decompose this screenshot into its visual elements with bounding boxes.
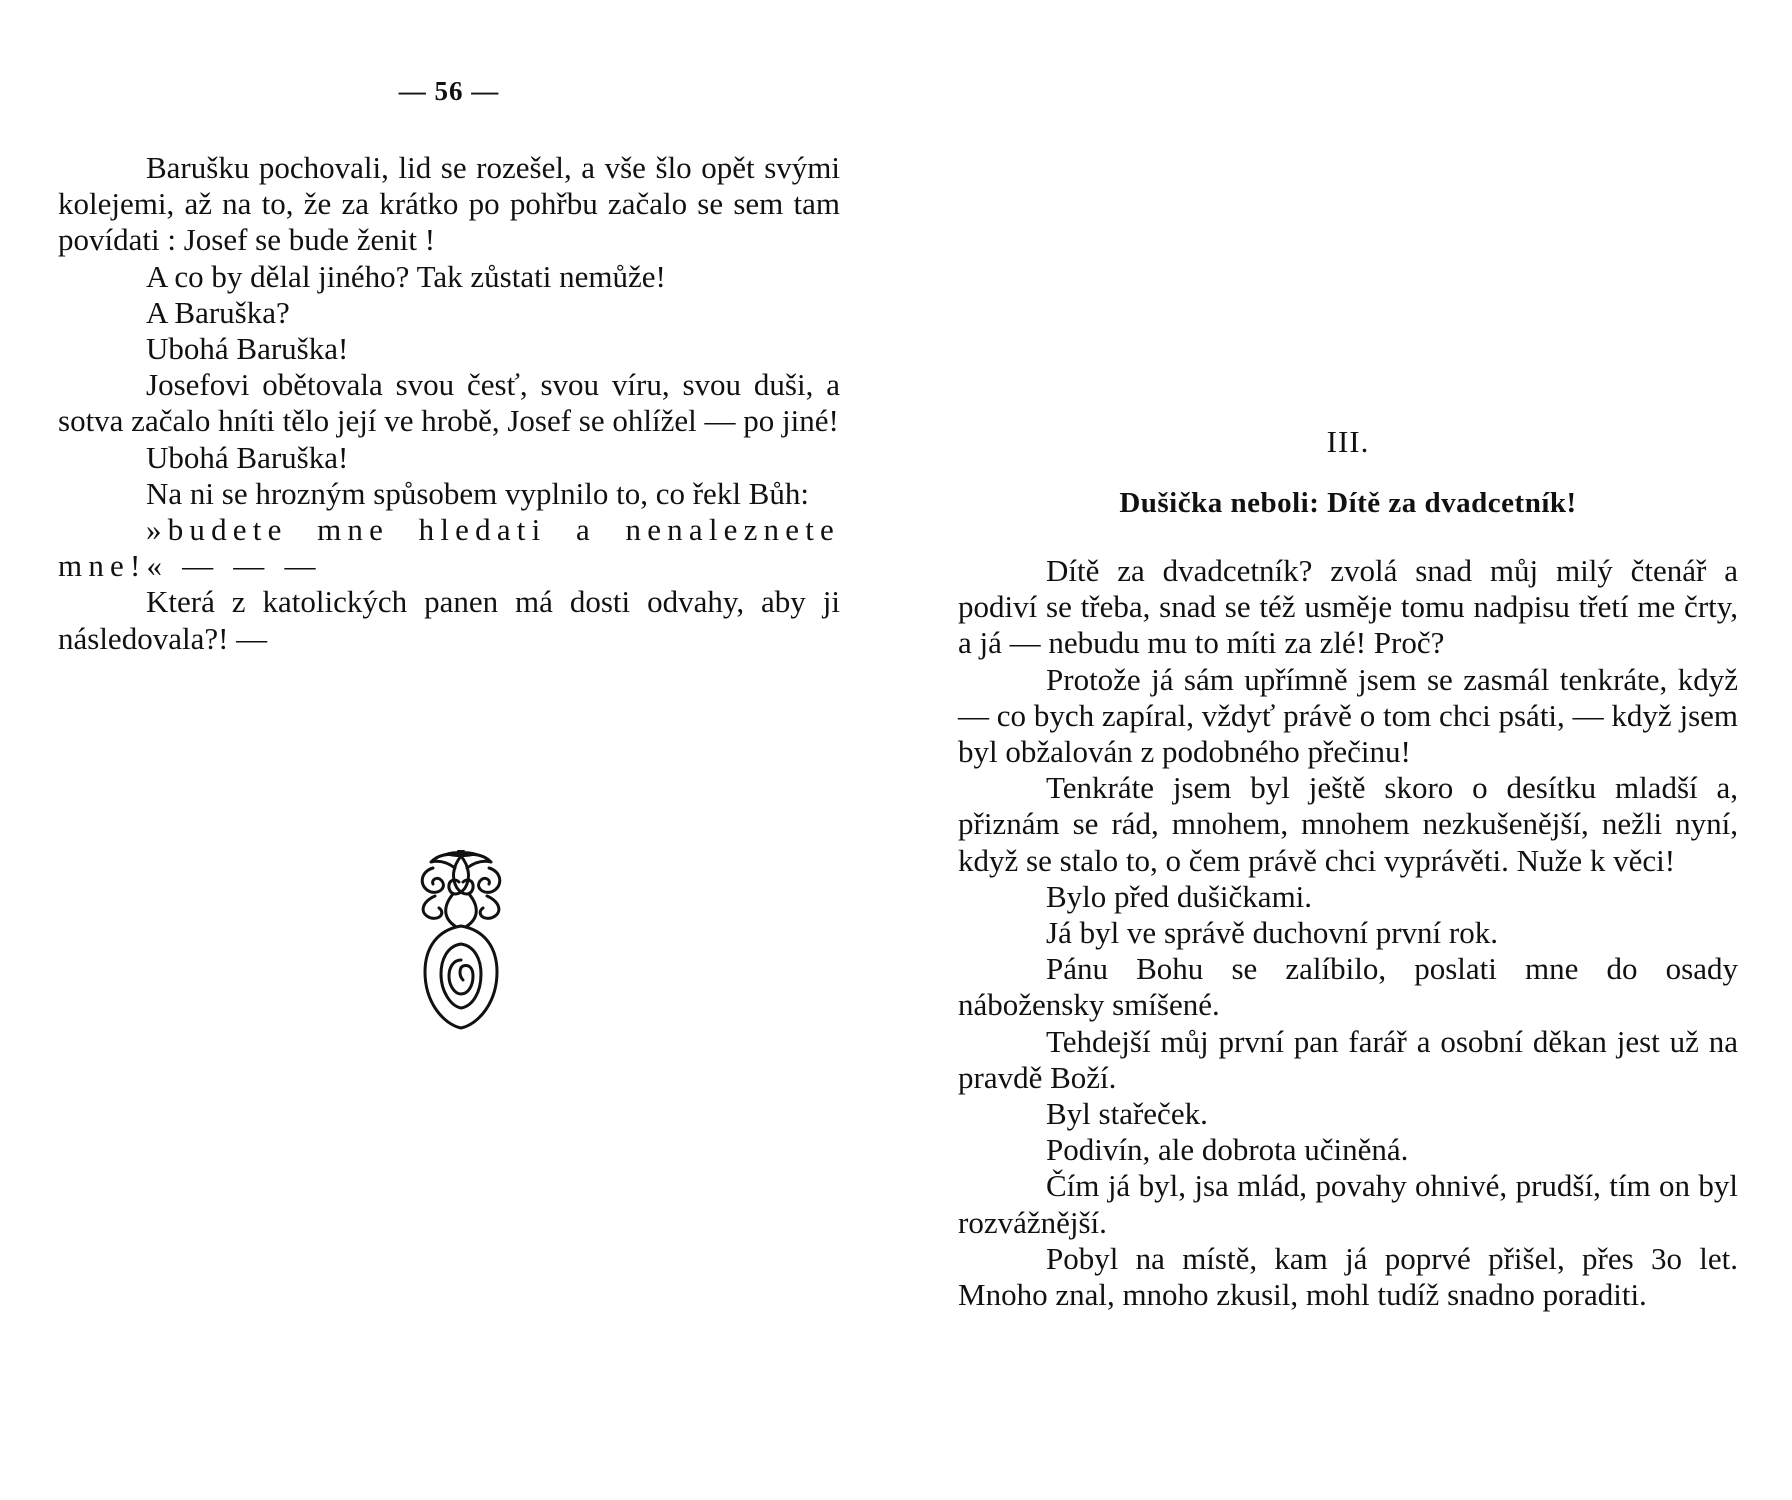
paragraph: Dítě za dvadcetník? zvolá snad můj milý čtenář a podiví se třeba, snad se též usměje tomu nadpisu třetí me črty, a já — nebudu mu to míti za zlé! Proč? (958, 553, 1738, 661)
paragraph: Pobyl na místě, kam já poprvé přišel, přes 3o let. Mnoho znal, mnoho zkusil, mohl tudíž snadno poraditi. (958, 1240, 1738, 1313)
paragraph: A co by dělal jiného? Tak zůstati nemůže! (146, 258, 666, 294)
paragraph: Barušku pochovali, lid se rozešel, a vše šlo opět svými kolejemi, až na to, že za krátko po pohřbu začalo se sem tam povídati : Josef se bude ženit ! (58, 150, 840, 258)
floral-tailpiece-ornament-icon (413, 848, 509, 1038)
paragraph: Byl stařeček. (1046, 1096, 1208, 1132)
paragraph: Ubohá Baruška! (146, 439, 349, 475)
chapter-number: III. (1326, 424, 1370, 459)
chapter-title: Dušička neboli: Dítě za dvadcetník! (1119, 487, 1577, 519)
paragraph: Josefovi obětovala svou česť, svou víru, svou duši, a sotva začalo hníti tělo její ve hrobě, Josef se ohlížel — po jiné! (58, 367, 840, 439)
paragraph: Která z katolických panen má dosti odvahy, aby ji následovala?! — (58, 584, 840, 656)
left-page-text (58, 150, 840, 657)
paragraph: Já byl ve správě duchovní první rok. (1046, 915, 1498, 951)
paragraph: Čím já byl, jsa mlád, povahy ohnivé, prudší, tím on byl rozvážnější. (958, 1168, 1738, 1240)
paragraph: Protože já sám upřímně jsem se zasmál tenkráte, když — co bych zapíral, vždyť právě o tom chci psáti, — když jsem byl obžalován z podobného přečinu! (958, 661, 1738, 770)
page-number: — 56 — (398, 76, 500, 106)
paragraph: Tehdejší můj první pan farář a osobní děkan jest už na pravdě Boží. (958, 1023, 1738, 1095)
paragraph: Podivín, ale dobrota učiněná. (1046, 1132, 1409, 1168)
paragraph: Tenkráte jsem byl ještě skoro o desítku mladší a, přiznám se rád, mnohem, mnohem nezkušenější, nežli nyní, když se stalo to, o čem právě chci vyprávěti. Nuže k věci! (958, 770, 1738, 878)
quotation-paragraph: »budete mne hledati a nenaleznete mne!« — — — (58, 512, 840, 584)
paragraph: Ubohá Baruška! (146, 331, 349, 367)
right-page-text (958, 553, 1738, 1313)
paragraph: Bylo před dušičkami. (1046, 878, 1313, 914)
paragraph: Pánu Bohu se zalíbilo, poslati mne do osady nábožensky smíšené. (958, 951, 1738, 1023)
paragraph: A Baruška? (146, 294, 290, 330)
paragraph: Na ni se hrozným spůsobem vyplnilo to, co řekl Bůh: (146, 475, 809, 511)
